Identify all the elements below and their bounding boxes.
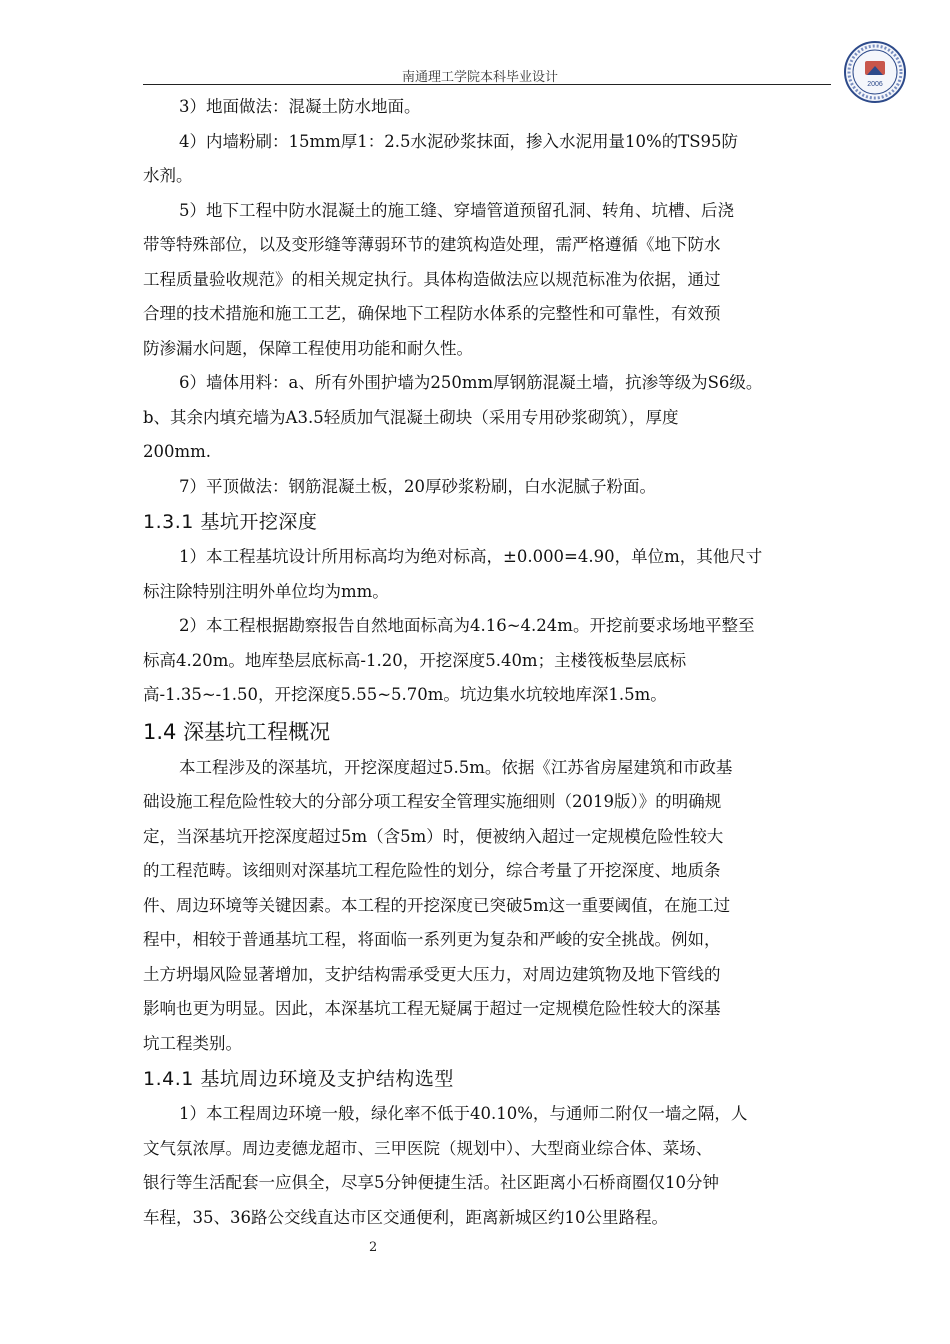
paragraph-line: 定，当深基坑开挖深度超过5m（含5m）时，便被纳入超过一定规模危险性较大 (143, 826, 724, 846)
paragraph-line: 文气氛浓厚。周边麦德龙超市、三甲医院（规划中）、大型商业综合体、菜场、 (143, 1138, 713, 1158)
paragraph-line: 标高4.20m。地库垫层底标高-1.20，开挖深度5.40m；主楼筏板垫层底标 (143, 650, 687, 670)
paragraph-line: 工程质量验收规范》的相关规定执行。具体构造做法应以规范标准为依据，通过 (143, 269, 721, 289)
running-header: 南通理工学院本科毕业设计 (401, 70, 558, 85)
paragraph-line: 件、周边环境等关键因素。本工程的开挖深度已突破5m这一重要阈值，在施工过 (143, 895, 731, 915)
paragraph-line: 3）地面做法：混凝土防水地面。 (179, 97, 421, 116)
paragraph-line: 6）墙体用料：a、所有外围护墙为250mm厚钢筋混凝土墙，抗渗等级为S6级。 (179, 373, 763, 392)
paragraph-line: 合理的技术措施和施工工艺，确保地下工程防水体系的完整性和可靠性，有效预 (143, 304, 721, 323)
subsection-heading: 1.4.1 基坑周边环境及支护结构选型 (143, 1068, 454, 1090)
paragraph-line: 4）内墙粉刷：15mm厚1：2.5水泥砂浆抹面，掺入水泥用量10%的TS95防 (179, 131, 739, 151)
section-heading: 1.4 深基坑工程概况 (143, 719, 331, 744)
paragraph-line: 本工程涉及的深基坑，开挖深度超过5.5m。依据《江苏省房屋建筑和市政基 (179, 757, 733, 777)
paragraph-line: 银行等生活配套一应俱全，尽享5分钟便捷生活。社区距离小石桥商圈仅10分钟 (143, 1173, 719, 1192)
paragraph-line: 程中，相较于普通基坑工程，将面临一系列更为复杂和严峻的安全挑战。例如， (143, 930, 721, 949)
paragraph-line: 防渗漏水问题，保障工程使用功能和耐久性。 (143, 338, 473, 358)
paragraph-line: 高-1.35~-1.50，开挖深度5.55~5.70m。坑边集水坑较地库深1.5m。 (143, 685, 667, 704)
paragraph-line: 7）平顶做法：钢筋混凝土板，20厚砂浆粉刷，白水泥腻子粉面。 (179, 476, 656, 496)
paragraph-line: 2）本工程根据勘察报告自然地面标高为4.16~4.24m。开挖前要求场地平整至 (179, 616, 755, 635)
paragraph-line: 的工程范畴。该细则对深基坑工程危险性的划分，综合考量了开挖深度、地质条 (143, 861, 721, 880)
university-seal-icon (843, 40, 907, 104)
paragraph-line: 影响也更为明显。因此，本深基坑工程无疑属于超过一定规模危险性较大的深基 (143, 999, 721, 1018)
paragraph-line: 标注除特别注明外单位均为mm。 (143, 581, 389, 601)
paragraph-line: 1）本工程基坑设计所用标高均为绝对标高，±0.000=4.90，单位m，其他尺寸 (179, 547, 763, 566)
paragraph-line: 坑工程类别。 (143, 1033, 242, 1053)
page-number: 2 (369, 1240, 378, 1255)
paragraph-line: 1）本工程周边环境一般，绿化率不低于40.10%，与通师二附仅一墙之隔，人 (179, 1104, 748, 1123)
subsection-heading: 1.3.1 基坑开挖深度 (143, 511, 318, 533)
paragraph-line: 带等特殊部位，以及变形缝等薄弱环节的建筑构造处理，需严格遵循《地下防水 (143, 235, 721, 254)
paragraph-line: b、其余内填充墙为A3.5轻质加气混凝土砌块（采用专用砂浆砌筑），厚度 (143, 407, 679, 427)
seal-year: 2006 (867, 81, 883, 88)
paragraph-line: 水剂。 (143, 166, 193, 185)
paragraph-line: 车程，35、36路公交线直达市区交通便利，距离新城区约10公里路程。 (143, 1207, 668, 1227)
page-body (143, 90, 843, 1235)
paragraph-line: 土方坍塌风险显著增加，支护结构需承受更大压力，对周边建筑物及地下管线的 (143, 964, 721, 984)
paragraph-line: 础设施工程危险性较大的分部分项工程安全管理实施细则（2019版）》的明确规 (143, 792, 722, 811)
paragraph-line: 5）地下工程中防水混凝土的施工缝、穿墙管道预留孔洞、转角、坑槽、后浇 (179, 200, 734, 220)
paragraph-line: 200mm. (143, 442, 212, 461)
header-divider (143, 84, 831, 85)
